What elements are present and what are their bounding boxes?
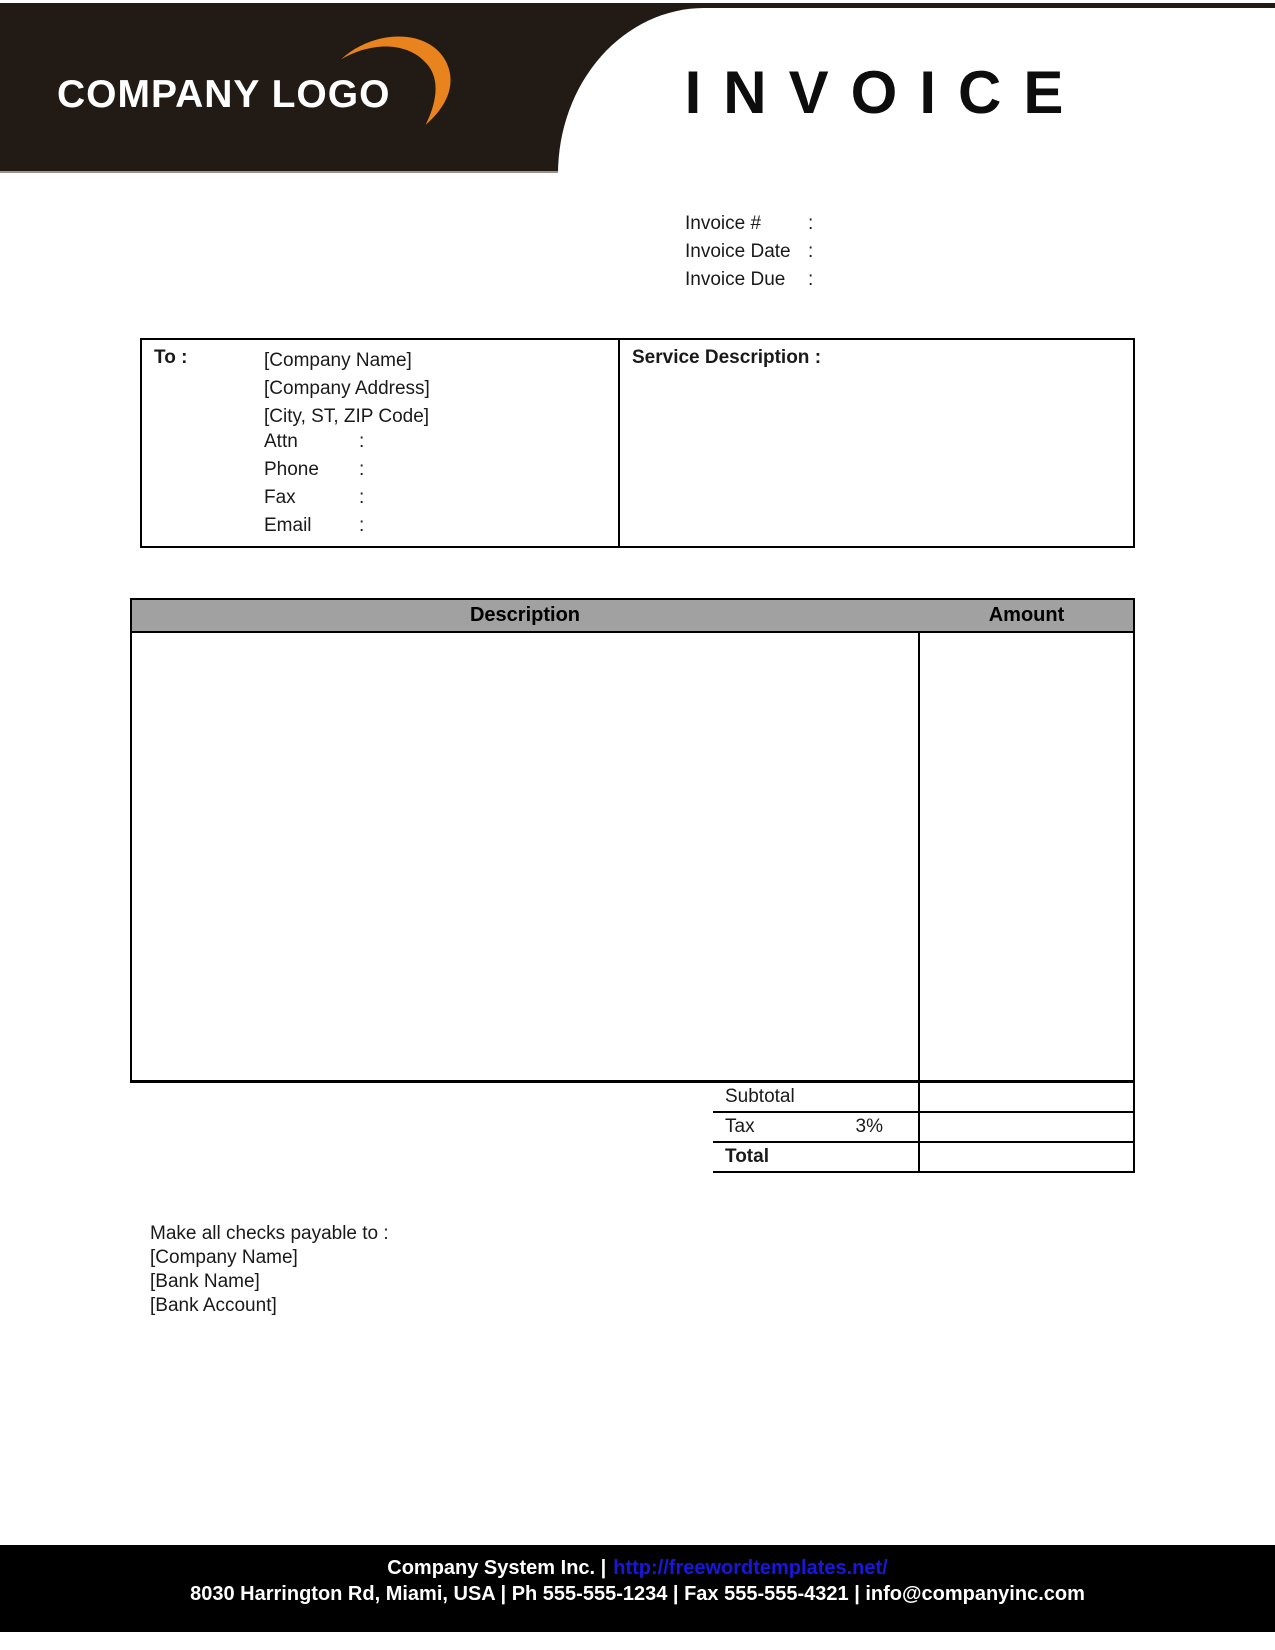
bill-to-company-name: [Company Name] [264,350,412,371]
invoice-date-label: Invoice Date [685,241,791,262]
payable-bank-name: [Bank Name] [150,1271,260,1292]
footer-company-line [0,1557,1275,1580]
invoice-due-row [685,269,1085,297]
payable-company-name: [Company Name] [150,1247,298,1268]
items-table-body [132,633,1133,1080]
invoice-number-label: Invoice # [685,213,762,234]
footer-bar [0,1545,1275,1632]
checks-payable-title: Make all checks payable to : [150,1223,389,1244]
total-label: Total [725,1146,769,1167]
checks-payable-block [150,1222,389,1318]
invoice-due-label: Invoice Due [685,269,786,290]
footer-address-line: 8030 Harrington Rd, Miami, USA | Ph 555-555-1234 | Fax 555-555-4321 | info@companyinc.com [190,1583,1085,1605]
subtotal-label: Subtotal [725,1086,795,1107]
header-bar [0,3,1275,173]
bill-to-service-box [140,338,1135,548]
invoice-number-row [685,213,1085,241]
service-description-label: Service Description : [632,347,822,368]
bill-to-company-address: [Company Address] [264,378,430,399]
subtotal-row [713,1083,1133,1113]
invoice-date-row [685,241,1085,269]
footer-company-name: Company System Inc. | [387,1557,607,1579]
total-row [713,1143,1133,1173]
payable-bank-account: [Bank Account] [150,1295,277,1316]
tax-row [713,1113,1133,1143]
attn-colon: : [359,431,365,452]
invoice-meta-block [685,213,1085,297]
attn-label: Attn [264,431,298,452]
bill-to-service-divider [618,340,620,546]
fax-label: Fax [264,487,296,508]
phone-colon: : [359,459,365,480]
invoice-due-colon: : [808,269,814,290]
items-table [130,598,1135,1083]
page-title: INVOICE [684,59,1086,126]
email-colon: : [359,515,365,536]
bill-to-label: To : [154,347,188,368]
bill-to-company-lines [264,347,430,431]
fax-colon: : [359,487,365,508]
invoice-number-colon: : [808,213,814,234]
invoice-date-colon: : [808,241,814,262]
amount-column-header: Amount [988,604,1065,626]
summary-block [713,1083,1135,1173]
logo-swoosh-icon [338,33,454,131]
email-label: Email [264,515,312,536]
footer-website-link[interactable]: http://freewordtemplates.net/ [613,1557,888,1579]
company-logo-text: COMPANY LOGO [57,73,391,116]
description-column-header: Description [469,604,581,626]
tax-rate: 3% [855,1116,883,1137]
tax-label: Tax [725,1116,755,1137]
phone-label: Phone [264,459,319,480]
bill-to-city-state-zip: [City, ST, ZIP Code] [264,406,430,427]
items-table-header [132,600,1133,633]
